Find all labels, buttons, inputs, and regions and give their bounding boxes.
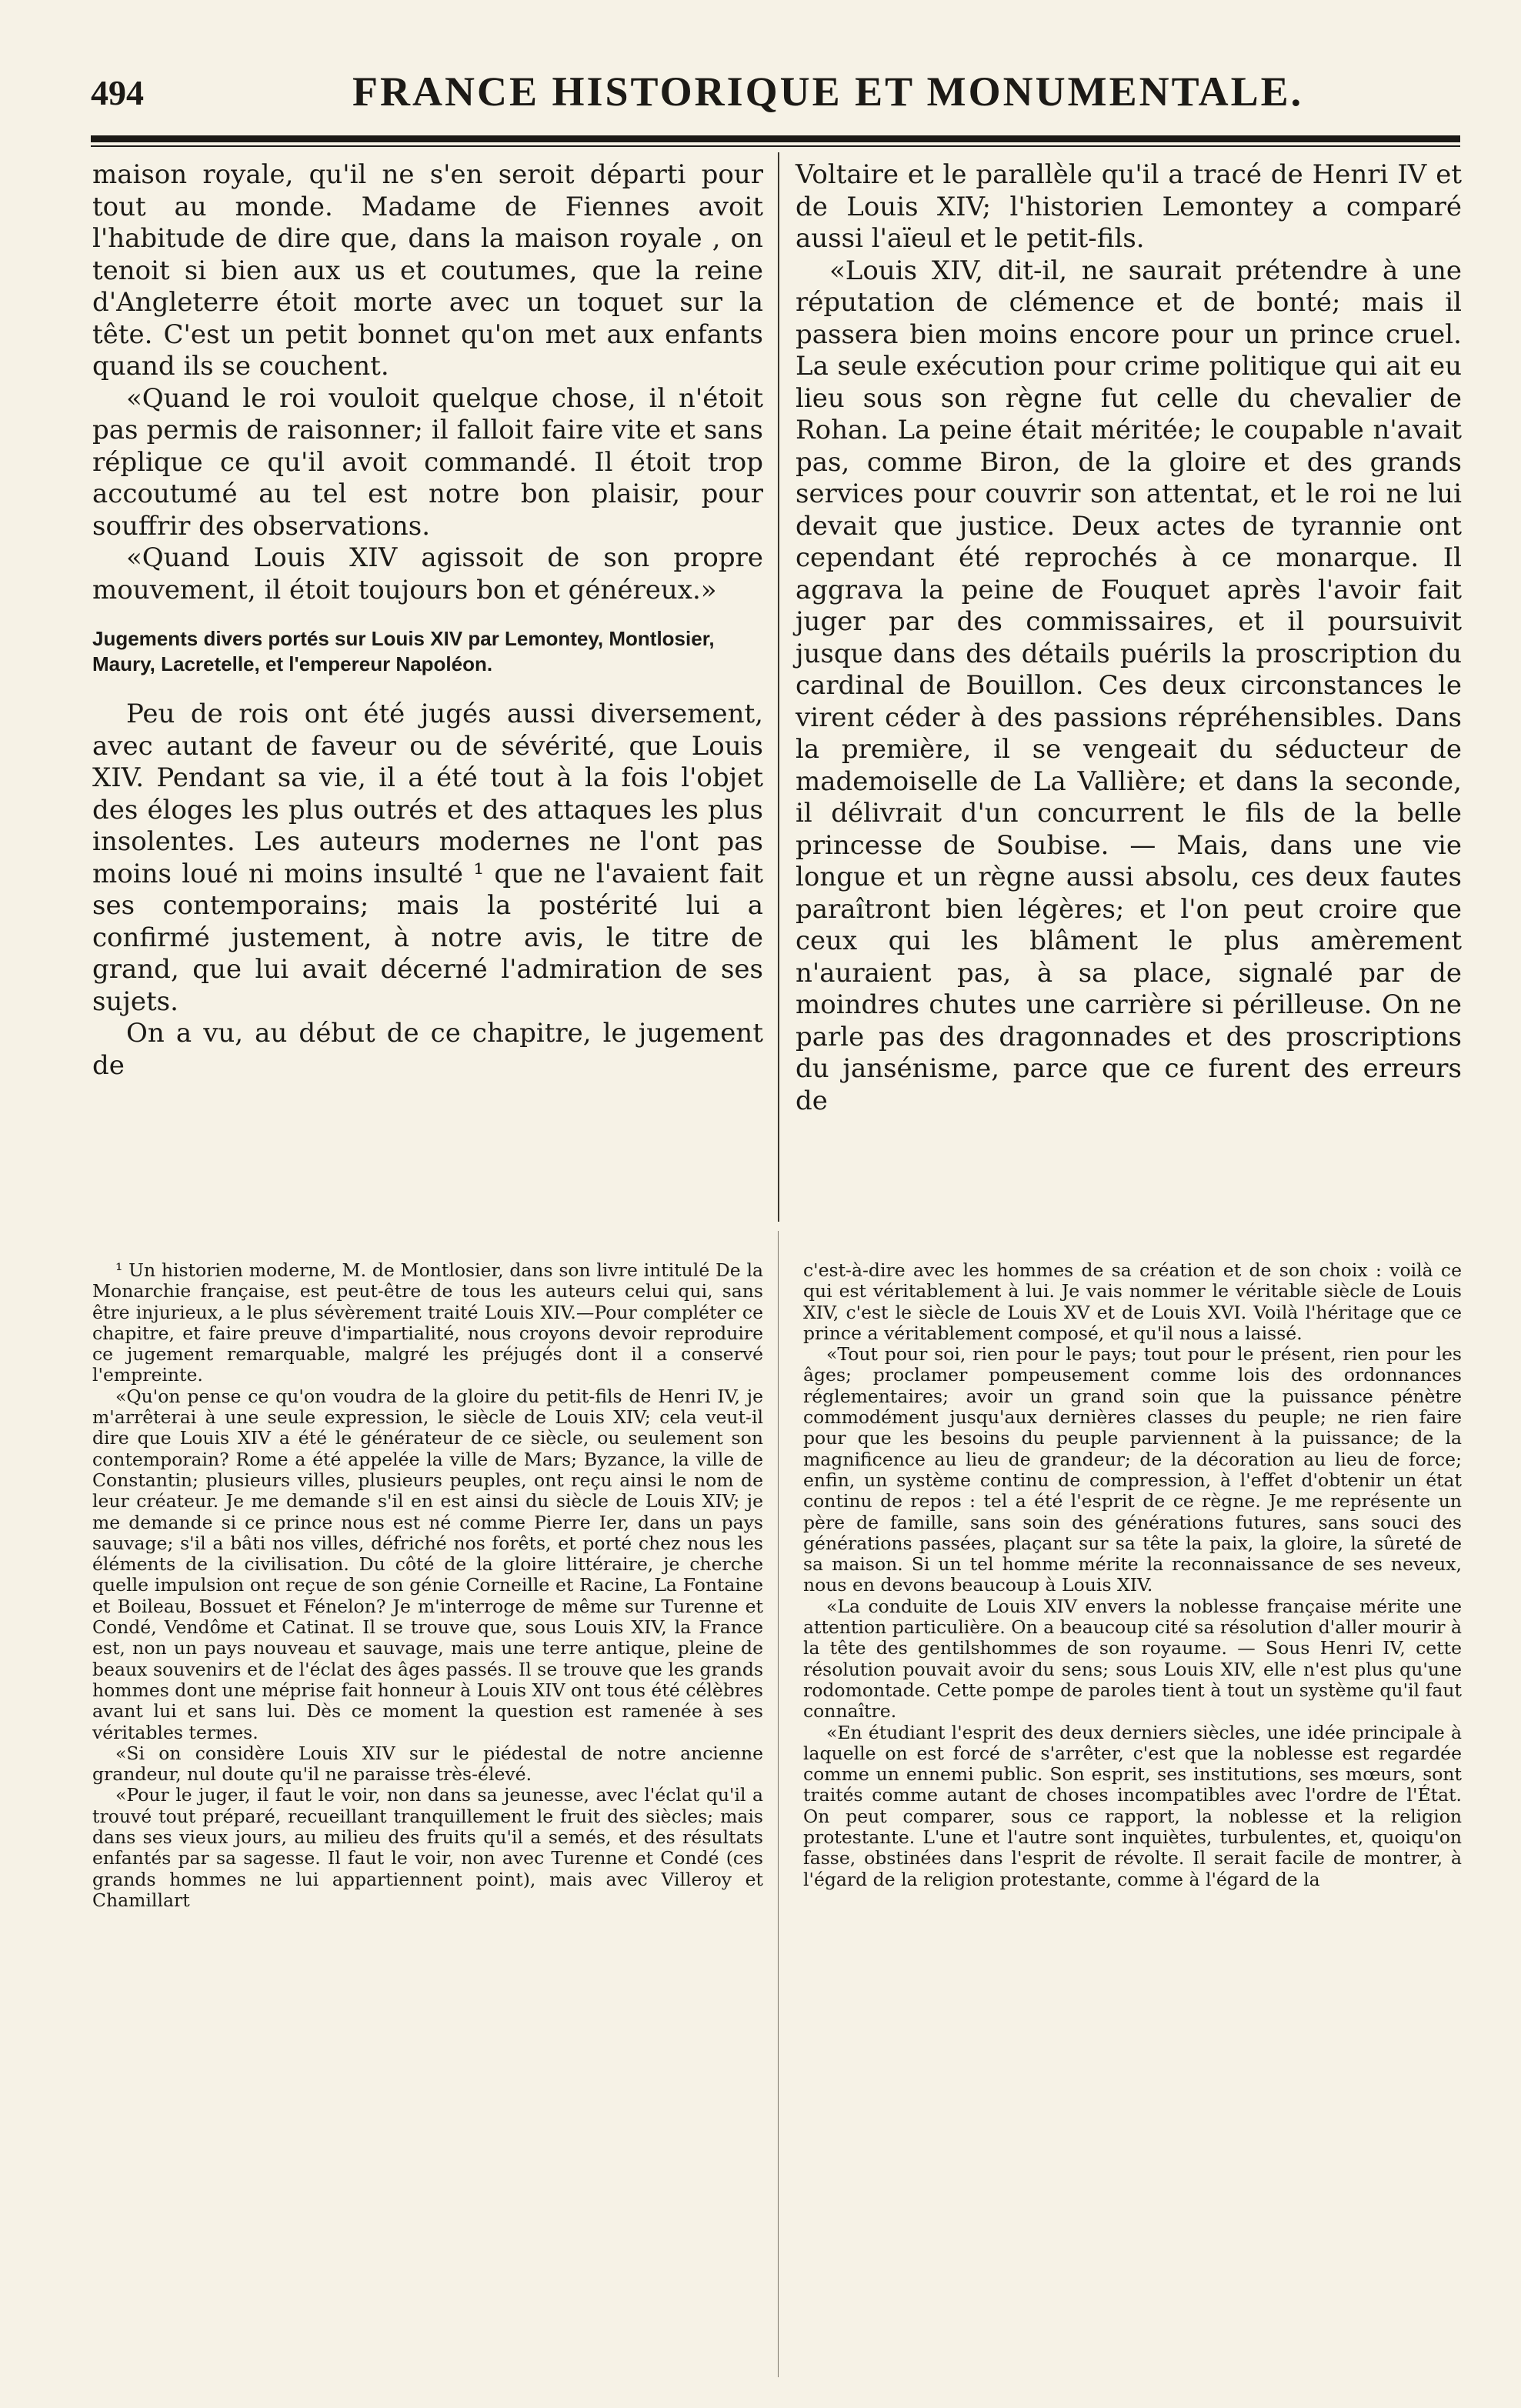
header-rule-thick <box>91 135 1460 142</box>
paragraph: On a vu, au début de ce chapitre, le jugement de <box>92 1018 763 1081</box>
paragraph: «Quand le roi vouloit quelque chose, il n'étoit pas permis de raisonner; il falloit faire vite et sans réplique ce qu'il avoit commandé. Il étoit trop accoutumé au tel est notre bon plaisir, pour souffrir des observations. <box>92 382 763 542</box>
paragraph: maison royale, qu'il ne s'en seroit départi pour tout au monde. Madame de Fiennes avoit l'habitude de dire que, dans la maison royale , on tenoit si bien aux us et coutumes, que la reine d'Angleterre étoit morte avec un toquet sur la tête. C'est un petit bonnet qu'on met aux enfants quand ils se couchent. <box>92 159 763 382</box>
footnote-paragraph: «Pour le juger, il faut le voir, non dans sa jeunesse, avec l'éclat qu'il a trouvé tout préparé, recueillant tranquillement le fruit des siècles; mais dans ses vieux jours, au milieu des fruits qu'il a semés, et des résultats enfantés par sa sagesse. Il faut le voir, non avec Turenne et Condé (ces grands hommes ne lui appartiennent point), mais avec Villeroy et Chamillart <box>92 1784 763 1911</box>
paragraph: Voltaire et le parallèle qu'il a tracé de Henri IV et de Louis XIV; l'historien Lemontey a comparé aussi l'aïeul et le petit-fils. <box>796 159 1462 254</box>
footnote-paragraph: ¹ Un historien moderne, M. de Montlosier, dans son livre intitulé De la Monarchie française, est peut-être de tous les auteurs celui qui, sans être injurieux, a le plus sévèrement traité Louis XIV.—Pour compléter ce chapitre, et faire preuve d'impartialité, nous croyons devoir reproduire ce jugement remarquable, malgré les préjugés dont il a conservé l'empreinte. <box>92 1259 763 1386</box>
right-main-column <box>796 159 1462 1117</box>
page-header <box>91 68 1460 122</box>
paragraph: «Louis XIV, dit-il, ne saurait prétendre à une réputation de clémence et de bonté; mais il passera bien moins encore pour un prince cruel. La seule exécution pour crime politique qui ait eu lieu sous son règne fut celle du chevalier de Rohan. La peine était méritée; le coupable n'avait pas, comme Biron, de la gloire et des grands services pour couvrir son attentat, et le roi ne lui devait que justice. Deux actes de tyrannie ont cependant été reprochés à ce monarque. Il aggrava la peine de Fouquet après l'avoir fait juger par des commissaires, et il poursuivit jusque dans des détails puérils la proscription du cardinal de Bouillon. Ces deux circonstances le virent céder à des passions répréhensibles. Dans la première, il se vengeait du séducteur de mademoiselle de La Vallière; et dans la seconde, il délivrait d'un concurrent le fils de la belle princesse de Soubise. — Mais, dans une vie longue et un règne aussi absolu, ces deux fautes paraîtront bien légères; et l'on peut croire que ceux qui les blâment le plus amèrement n'auraient pas, à sa place, signalé par de moindres chutes une carrière si périlleuse. On ne parle pas des dragonnades et des proscriptions du jansénisme, parce que ce furent des erreurs de <box>796 255 1462 1116</box>
column-divider <box>778 152 779 1222</box>
paragraph: Peu de rois ont été jugés aussi diversement, avec autant de faveur ou de sévérité, que Louis XIV. Pendant sa vie, il a été tout à la fois l'objet des éloges les plus outrés et des attaques les plus insolentes. Les auteurs modernes ne l'ont pas moins loué ni moins insulté ¹ que ne l'avaient fait ses contemporains; mais la postérité lui a confirmé justement, à notre avis, le titre de grand, que lui avait décerné l'admiration de ses sujets. <box>92 699 763 1017</box>
footnote-column-divider <box>778 1231 779 2377</box>
footnote-paragraph: «Tout pour soi, rien pour le pays; tout pour le présent, rien pour les âges; proclamer pompeusement comme lois des ordonnances réglementaires; avoir un grand soin que la puissance pénètre commodément jusqu'aux dernières classes du peuple; ne rien faire pour que les besoins du peuple parviennent à la puissance; de la magnificence au lieu de grandeur; de la décoration au lieu de force; enfin, un système continu de compression, à l'effet d'obtenir un état continu de repos : tel a été l'esprit de ce règne. Je me représente un père de famille, sans soin des générations futures, sans souci des générations passées, plaçant sur sa tête la paix, la gloire, la sûreté de sa maison. Si un tel homme mérite la reconnaissance de ses neveux, nous en devons beaucoup à Louis XIV. <box>803 1343 1462 1596</box>
left-main-column <box>92 159 763 1082</box>
left-footnotes <box>92 1260 763 1911</box>
footnote-paragraph: «Qu'on pense ce qu'on voudra de la gloire du petit-fils de Henri IV, je m'arrêterai à une seule expression, le siècle de Louis XIV; cela veut-il dire que Louis XIV a été le générateur de ce siècle, ou seulement son contemporain? Rome a été appelée la ville de Mars; Byzance, la ville de Constantin; plusieurs villes, plusieurs peuples, ont reçu ainsi le nom de leur créateur. Je me demande s'il en est ainsi du siècle de Louis XIV; je me demande si ce prince nous est né comme Pierre Ier, dans un pays sauvage; s'il a bâti nos villes, défriché nos forêts, et porté chez nous les éléments de la civilisation. Du côté de la gloire littéraire, je cherche quelle impulsion ont reçue de son génie Corneille et Racine, La Fontaine et Boileau, Bossuet et Fénelon? Je m'interroge de même sur Turenne et Condé, Vendôme et Catinat. Il se trouve que, sous Louis XIV, la France est, non un pays nouveau et sauvage, mais une terre antique, pleine de beaux souvenirs et de l'éclat des âges passés. Il se trouve que les grands hommes dont une méprise fait honneur à Louis XIV ont tous été célèbres avant lui et sans lui. Dès ce moment la question est ramenée à ses véritables termes. <box>92 1385 763 1743</box>
paragraph: «Quand Louis XIV agissoit de son propre mouvement, il étoit toujours bon et généreux.» <box>92 542 763 605</box>
running-title: FRANCE HISTORIQUE ET MONUMENTALE. <box>352 68 1304 115</box>
page-number: 494 <box>91 73 144 112</box>
section-heading: Jugements divers portés sur Louis XIV par Lemontey, Montlosier, Maury, Lacretelle, et l'empereur Napoléon. <box>92 627 715 675</box>
footnote-paragraph: «En étudiant l'esprit des deux derniers siècles, une idée principale à laquelle on est forcé de s'arrêter, c'est que la noblesse est regardée comme un ennemi public. Son esprit, ses institutions, ses mœurs, sont traités comme autant de choses incompatibles avec l'ordre de l'État. On peut comparer, sous ce rapport, la noblesse et la religion protestante. L'une et l'autre sont inquiètes, turbulentes, et, quoiqu'on fasse, obstinées dans l'esprit de révolte. Il serait facile de montrer, à l'égard de la religion protestante, comme à l'égard de la <box>803 1721 1462 1890</box>
header-rule-thin <box>91 145 1460 147</box>
footnote-paragraph: «La conduite de Louis XIV envers la noblesse française mérite une attention particulière. On a beaucoup cité sa résolution d'aller mourir à la tête des gentilshommes de son royaume. — Sous Henri IV, cette résolution pouvait avoir du sens; sous Louis XIV, elle n'est plus qu'une rodomontade. Cette pompe de paroles tient à tout un système qu'il faut connaître. <box>803 1595 1462 1723</box>
footnote-paragraph: c'est-à-dire avec les hommes de sa création et de son choix : voilà ce qui est véritablement à lui. Je vais nommer le véritable siècle de Louis XIV, c'est le siècle de Louis XV et de Louis XVI. Voilà l'héritage que ce prince a véritablement composé, et qu'il nous a laissé. <box>803 1259 1462 1344</box>
footnote-paragraph: «Si on considère Louis XIV sur le piédestal de notre ancienne grandeur, nul doute qu'il ne paraisse très-élevé. <box>92 1742 763 1786</box>
right-footnotes <box>803 1260 1462 1890</box>
